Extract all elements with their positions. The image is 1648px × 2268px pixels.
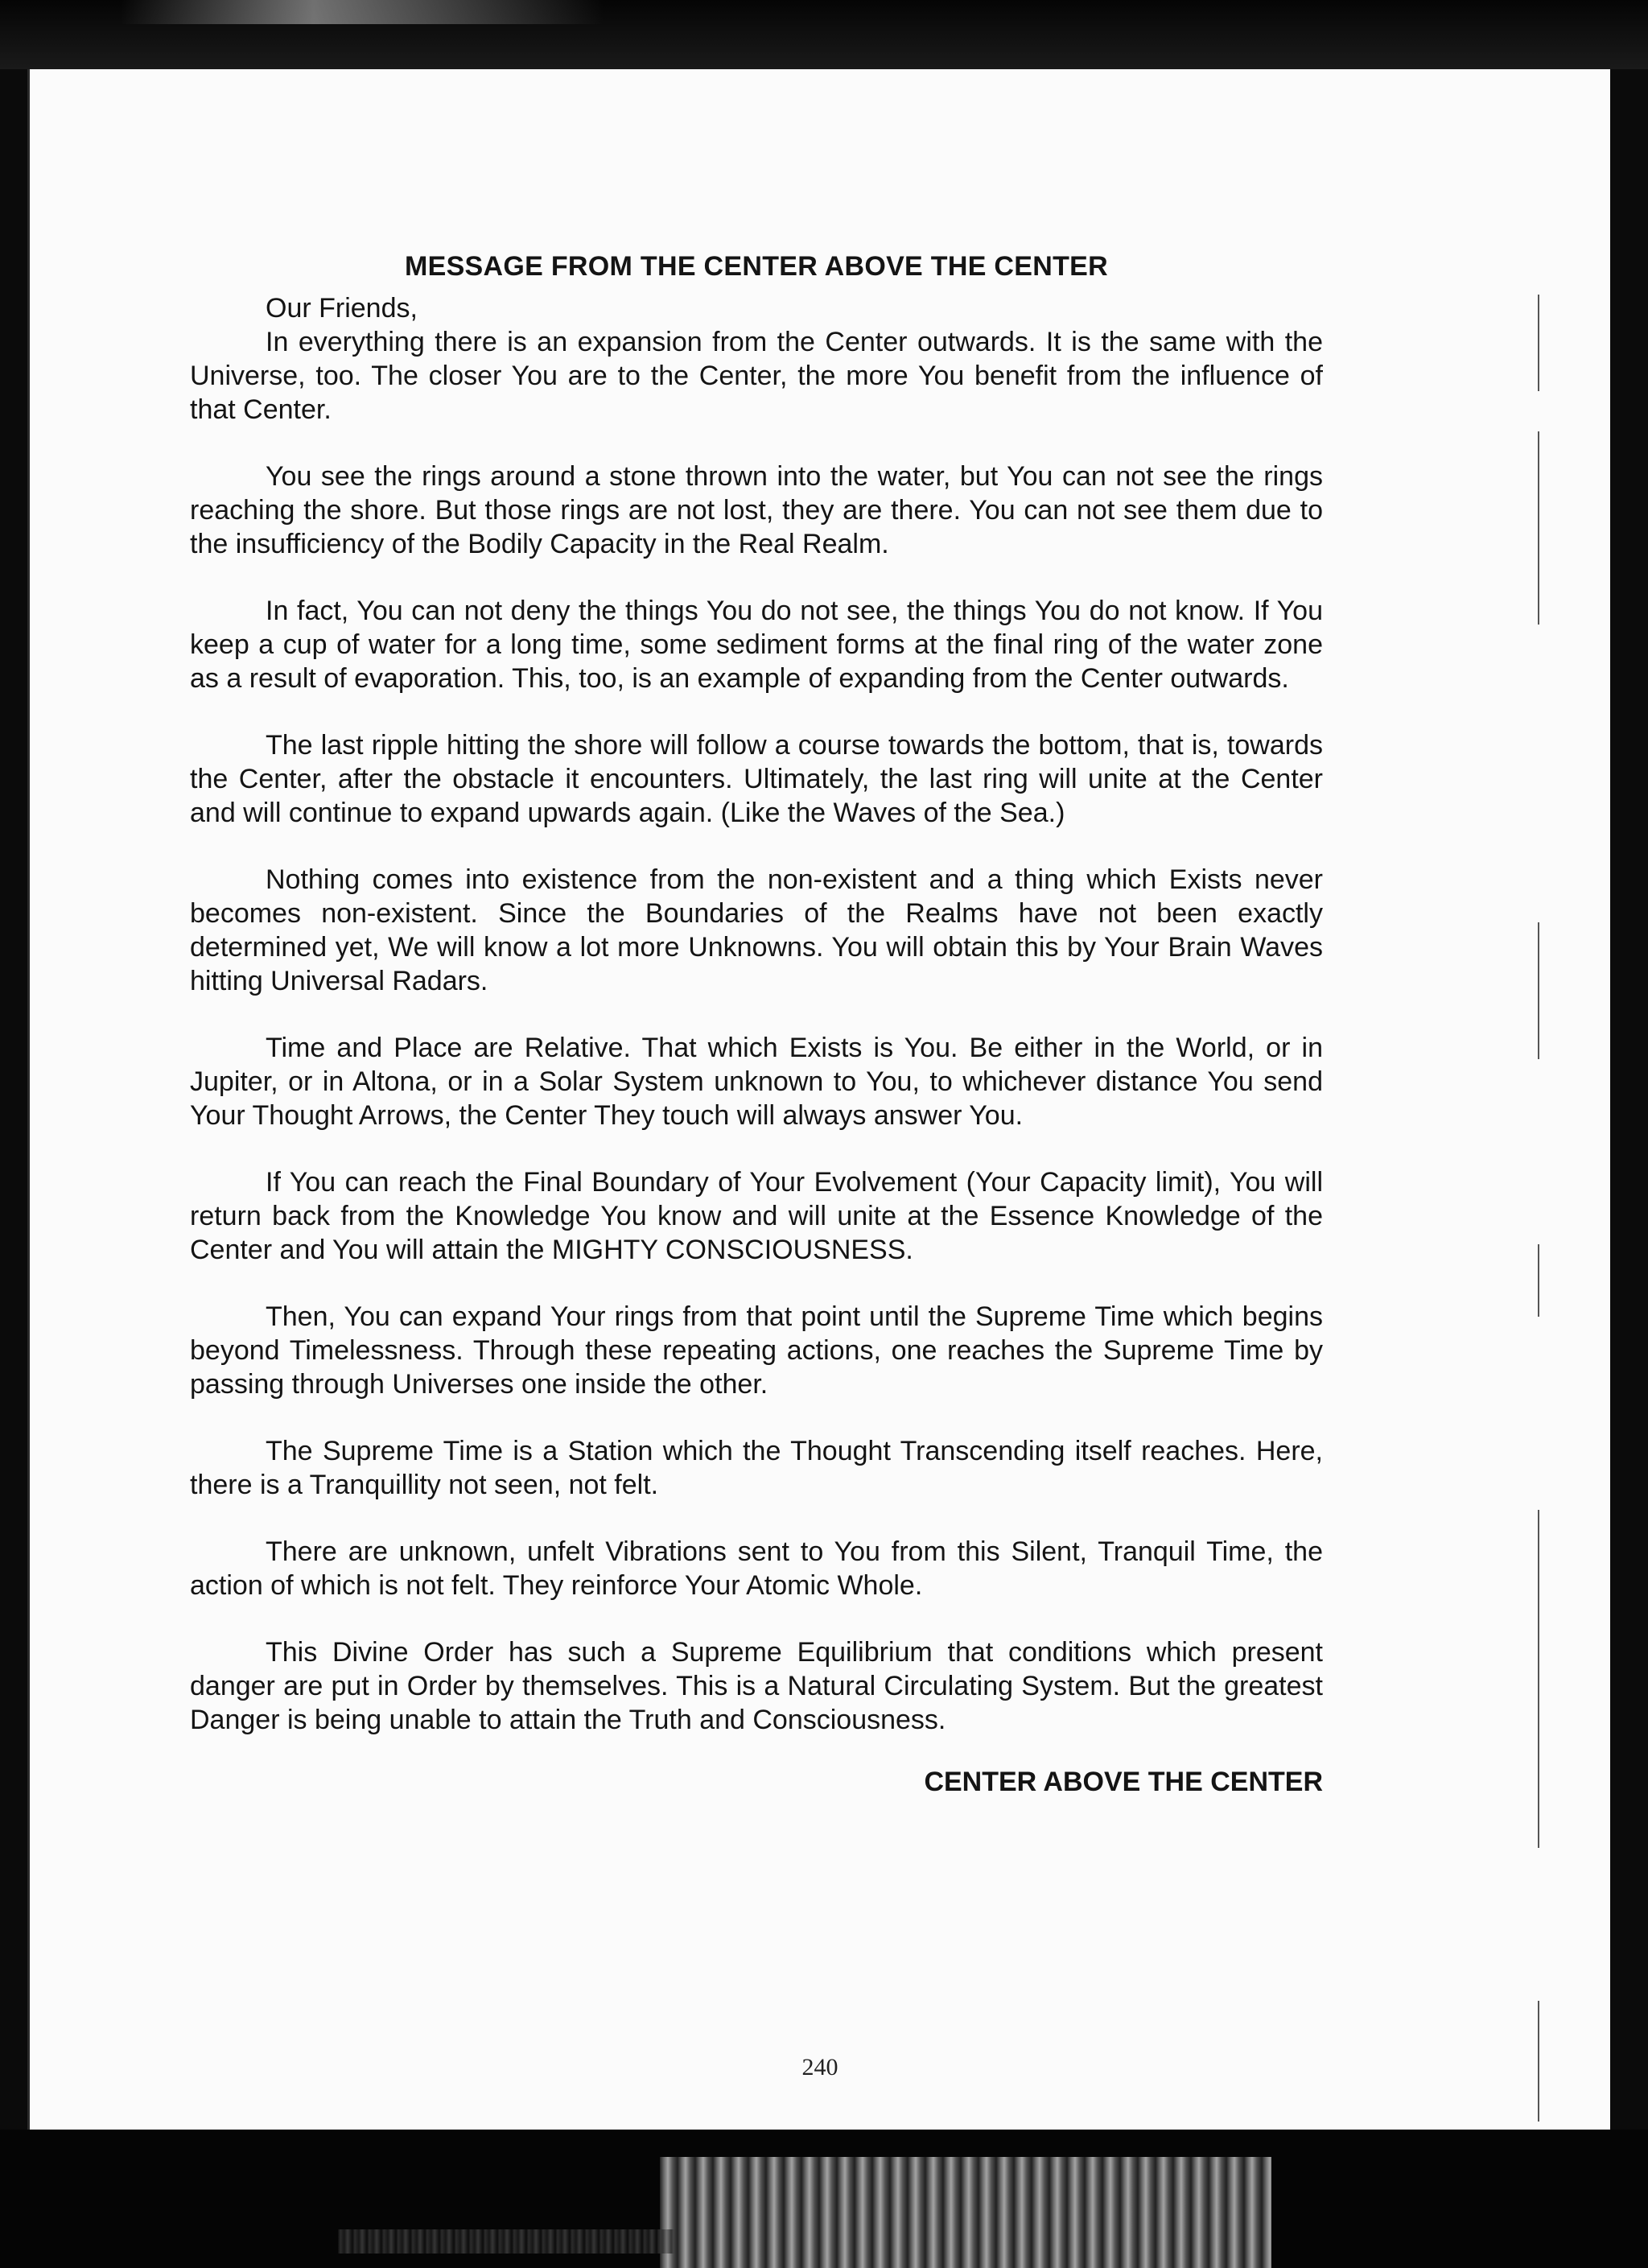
paragraph: You see the rings around a stone thrown into the water, but You can not see the rings reaching the shore. But those rings are not lost, they are there. You can not see them due to the insufficiency of the Bodily Capacity in the Real Realm. xyxy=(190,461,1323,559)
paragraph: Time and Place are Relative. That which Exists is You. Be either in the World, or in Jupiter, or in Altona, or in a Solar System unknown to You, to whichever distance You send Your Thought Arrows, the Center They touch will always answer You. xyxy=(190,1033,1323,1131)
binding-shadow-line xyxy=(1538,1510,1539,1848)
paragraph: If You can reach the Final Boundary of Your Evolvement (Your Capacity limit), You will return back from the Knowledge You know and will unite at the Essence Knowledge of the Center and You will attain the MIGHTY CONSCIOUSNESS. xyxy=(190,1167,1323,1265)
binding-shadow-line xyxy=(1538,922,1539,1059)
document-body xyxy=(190,249,1323,1799)
document-title: MESSAGE FROM THE CENTER ABOVE THE CENTER xyxy=(404,251,1109,282)
paragraph: This Divine Order has such a Supreme Equilibrium that conditions which present danger are put in Order by themselves. This is a Natural Circulating System. But the greatest Danger is being unable to attain the Truth and Consciousness. xyxy=(190,1637,1323,1735)
paragraph: The Supreme Time is a Station which the Thought Transcending itself reaches. Here, there is a Tranquillity not seen, not felt. xyxy=(190,1436,1323,1500)
paragraph: There are unknown, unfelt Vibrations sent to You from this Silent, Tranquil Time, the action of which is not felt. They reinforce Your Atomic Whole. xyxy=(190,1536,1323,1601)
scanner-bottom-glare xyxy=(660,2157,1271,2268)
scanner-bottom-noise xyxy=(338,2229,676,2254)
signature: CENTER ABOVE THE CENTER xyxy=(924,1767,1323,1797)
scanner-top-glare xyxy=(121,0,604,24)
paragraph: In fact, You can not deny the things You do not see, the things You do not know. If You keep a cup of water for a long time, some sediment forms at the final ring of the water zone as a result of evaporation. This, too, is an example of expanding from the Center outwards. xyxy=(190,596,1323,694)
binding-shadow-line xyxy=(1538,431,1539,625)
page-number: 240 xyxy=(801,2054,838,2080)
paragraph: Then, You can expand Your rings from that point until the Supreme Time which begins beyond Timelessness. Through these repeating actions, one reaches the Supreme Time by passing through Universes one inside the other. xyxy=(190,1301,1323,1400)
salutation: Our Friends, xyxy=(266,293,418,324)
paragraph: In everything there is an expansion from the Center outwards. It is the same with the Universe, too. The closer You are to the Center, the more You benefit from the influence of that Center. xyxy=(190,327,1323,425)
binding-shadow-line xyxy=(1538,1244,1539,1317)
paragraph: Nothing comes into existence from the non-existent and a thing which Exists never becomes non-existent. Since the Boundaries of the Realms have not been exactly determined yet, We will know a lot more Unknowns. You will obtain this by Your Brain Waves hitting Universal Radars. xyxy=(190,864,1323,996)
paragraph: The last ripple hitting the shore will follow a course towards the bottom, that is, towards the Center, after the obstacle it encounters. Ultimately, the last ring will unite at the Center and will continue to expand upwards again. (Like the Waves of the Sea.) xyxy=(190,730,1323,828)
binding-shadow-line xyxy=(1538,295,1539,391)
